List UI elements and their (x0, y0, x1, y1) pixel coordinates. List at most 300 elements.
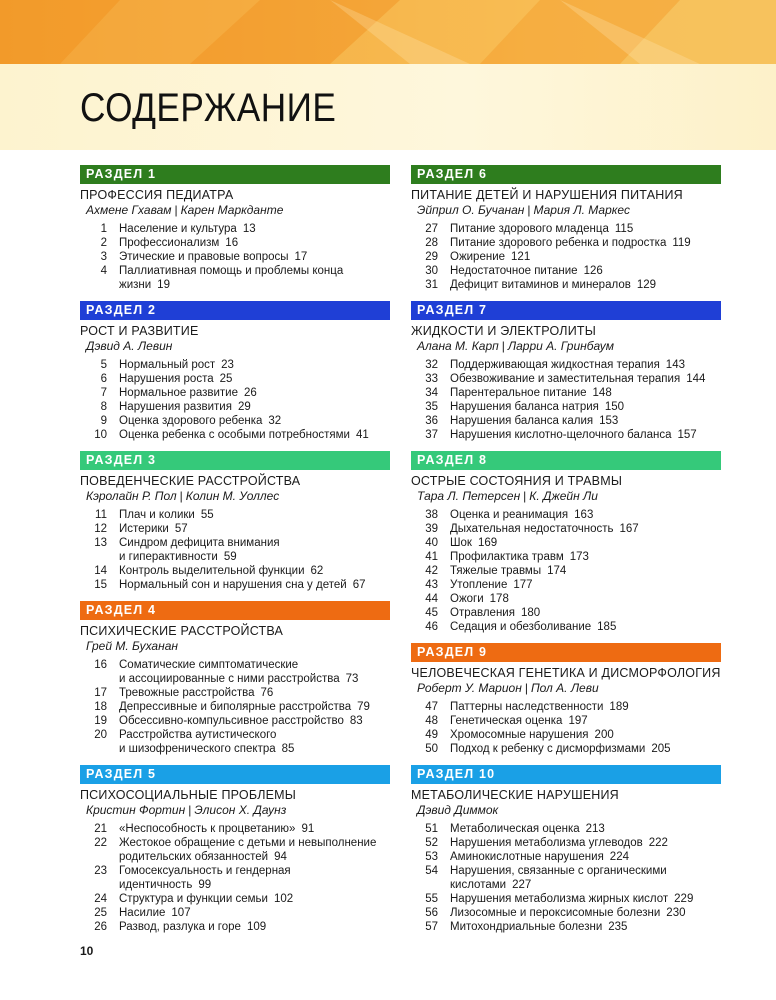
toc-section (411, 765, 721, 934)
chapter-title-line: Истерики (119, 523, 169, 535)
chapter-entry[interactable] (411, 372, 721, 386)
chapter-title (438, 278, 721, 292)
chapter-title (438, 386, 721, 400)
chapter-page: 185 (597, 621, 617, 633)
chapter-number: 56 (425, 907, 438, 919)
chapter-entry[interactable] (411, 414, 721, 428)
chapter-page: 94 (274, 851, 287, 863)
chapter-title (438, 508, 721, 522)
chapter-page: 102 (273, 893, 294, 905)
chapter-title (107, 400, 390, 414)
chapter-title-line: Нарушения роста (119, 373, 214, 385)
author-name: Эйприл О. Бучанан (417, 203, 525, 217)
section-authors (80, 203, 390, 217)
chapter-entry[interactable] (80, 906, 390, 920)
chapter-page: 57 (174, 523, 188, 535)
chapter-title-line: Шок (450, 537, 472, 549)
chapter-entry[interactable] (80, 358, 390, 372)
chapter-title (107, 822, 390, 836)
chapter-title-line: Дыхательная недостаточность (450, 523, 614, 535)
chapter-title-line: Нормальное развитие (119, 387, 238, 399)
section-label: РАЗДЕЛ 4 (80, 601, 390, 620)
chapter-page: 62 (310, 565, 324, 577)
section-title[interactable]: ПРОФЕССИЯ ПЕДИАТРА (80, 188, 234, 202)
chapter-number: 18 (94, 701, 107, 713)
chapter-number: 37 (425, 429, 438, 441)
chapter-title-line: Подход к ребенку с дисморфизмами (450, 743, 646, 755)
chapter-entry[interactable] (411, 920, 721, 934)
section-title[interactable]: ПСИХОСОЦИАЛЬНЫЕ ПРОБЛЕМЫ (80, 788, 297, 802)
chapter-title (438, 250, 721, 264)
chapter-number: 16 (94, 659, 107, 671)
section-label: РАЗДЕЛ 6 (411, 165, 721, 184)
chapter-number: 9 (100, 415, 107, 427)
chapter-entry[interactable] (80, 222, 390, 236)
chapter-page: 224 (609, 851, 629, 863)
chapter-page: 29 (237, 401, 251, 413)
chapter-title-line: Этические и правовые вопросы (119, 251, 289, 263)
chapter-title-line: Утопление (450, 579, 508, 591)
chapter-title (107, 386, 390, 400)
section-title[interactable]: ПОВЕДЕНЧЕСКИЕ РАССТРОЙСТВА (80, 474, 301, 488)
chapter-page: 174 (547, 565, 567, 577)
toc-section (411, 451, 721, 634)
chapter-title (438, 714, 721, 728)
chapter-number: 51 (425, 823, 438, 835)
chapter-page: 189 (609, 701, 629, 713)
chapter-page: 150 (604, 401, 625, 413)
author-name: Дэвид А. Левин (86, 339, 173, 353)
chapter-title (107, 264, 390, 292)
author-separator: | (501, 339, 505, 353)
chapter-title (438, 892, 721, 906)
section-authors (80, 339, 390, 353)
page-title: СОДЕРЖАНИЕ (80, 86, 337, 130)
chapter-number: 3 (100, 251, 107, 263)
chapter-entry[interactable] (80, 236, 390, 250)
chapter-title (438, 864, 721, 892)
section-title[interactable]: ЧЕЛОВЕЧЕСКАЯ ГЕНЕТИКА И ДИСМОРФОЛОГИЯ (411, 666, 721, 680)
chapter-page: 157 (677, 429, 697, 441)
chapter-page: 16 (225, 237, 239, 249)
chapter-entry[interactable] (411, 508, 721, 522)
chapter-entry[interactable] (80, 264, 390, 292)
chapter-entry[interactable] (80, 428, 390, 442)
chapter-title-line: Паттерны наследственности (450, 701, 604, 713)
chapter-title (438, 222, 721, 236)
chapter-title (438, 920, 721, 934)
chapter-title (438, 606, 721, 620)
toc-column-left (80, 165, 390, 943)
chapter-entry[interactable] (80, 714, 390, 728)
chapter-number: 15 (94, 579, 107, 591)
chapter-title-line: Профессионализм (119, 237, 220, 249)
section-title[interactable]: ОСТРЫЕ СОСТОЯНИЯ И ТРАВМЫ (411, 474, 623, 488)
chapter-page: 222 (648, 837, 668, 849)
chapter-number: 2 (100, 237, 107, 249)
chapter-number: 42 (425, 565, 438, 577)
chapter-title (438, 850, 721, 864)
chapter-entry[interactable] (411, 386, 721, 400)
section-label: РАЗДЕЛ 10 (411, 765, 721, 784)
chapter-title-line: Дефицит витаминов и минералов (450, 279, 631, 291)
chapter-page: 55 (200, 509, 214, 521)
section-authors (411, 803, 721, 817)
chapter-page: 167 (619, 523, 639, 535)
author-name: Дэвид Диммок (417, 803, 499, 817)
chapter-title (438, 522, 721, 536)
section-label: РАЗДЕЛ 3 (80, 451, 390, 470)
chapter-title (438, 372, 721, 386)
toc-column-right (411, 165, 721, 943)
author-separator: | (524, 681, 528, 695)
chapter-title-line: Парентеральное питание (450, 387, 587, 399)
author-name: Роберт У. Марион (417, 681, 522, 695)
author-separator: | (179, 489, 183, 503)
chapter-entry[interactable] (411, 850, 721, 864)
chapter-title (107, 864, 390, 892)
author-separator: | (527, 203, 531, 217)
chapter-page: 25 (219, 373, 233, 385)
chapter-title-line: Нарушения баланса натрия (450, 401, 599, 413)
toc-section (80, 601, 390, 756)
chapter-title-line: Нормальный сон и нарушения сна у детей (119, 579, 347, 591)
chapter-entry[interactable] (80, 920, 390, 934)
chapter-number: 55 (425, 893, 438, 905)
title-banner (0, 64, 776, 150)
chapter-entry[interactable] (411, 742, 721, 756)
chapter-title (107, 236, 390, 250)
chapter-title (438, 906, 721, 920)
chapter-page: 178 (489, 593, 509, 605)
chapter-title-line: Соматические симптоматические (119, 659, 299, 671)
chapter-page: 227 (512, 879, 532, 891)
author-name: Колин М. Уоллес (185, 489, 280, 503)
chapter-title (438, 742, 721, 756)
chapter-entry[interactable] (80, 564, 390, 578)
section-authors (411, 203, 721, 217)
chapter-title-line: Синдром дефицита внимания (119, 537, 280, 549)
chapter-number: 38 (425, 509, 438, 521)
chapter-number: 44 (425, 593, 438, 605)
chapter-title (438, 550, 721, 564)
chapter-title-line: Отравления (450, 607, 515, 619)
chapter-title-line: Метаболическая оценка (450, 823, 580, 835)
chapter-page: 180 (520, 607, 541, 619)
chapter-title-line: Развод, разлука и горе (119, 921, 241, 933)
chapter-number: 22 (94, 837, 107, 849)
chapter-entry[interactable] (411, 606, 721, 620)
section-title[interactable]: ПИТАНИЕ ДЕТЕЙ И НАРУШЕНИЯ ПИТАНИЯ (411, 188, 683, 202)
section-label: РАЗДЕЛ 8 (411, 451, 721, 470)
chapter-page: 13 (242, 223, 256, 235)
chapter-entry[interactable] (411, 728, 721, 742)
chapter-entry[interactable] (411, 822, 721, 836)
chapter-title (107, 700, 390, 714)
chapter-entry[interactable] (80, 864, 390, 892)
chapter-page: 85 (281, 743, 295, 755)
chapter-entry[interactable] (411, 522, 721, 536)
chapter-page: 169 (477, 537, 498, 549)
author-name: Ларри А. Гринбаум (507, 339, 615, 353)
chapter-number: 19 (94, 715, 107, 727)
chapter-entry[interactable] (411, 714, 721, 728)
chapter-title (107, 836, 390, 864)
chapter-page: 99 (198, 879, 212, 891)
chapter-page: 126 (583, 265, 603, 277)
chapter-title (438, 264, 721, 278)
chapter-title-line: Население и культура (119, 223, 237, 235)
chapter-number: 5 (100, 359, 107, 371)
chapter-title-line: Жестокое обращение с детьми и невыполнение (119, 837, 377, 849)
chapter-number: 13 (94, 537, 107, 549)
chapter-entry[interactable] (411, 620, 721, 634)
chapter-entry[interactable] (80, 400, 390, 414)
chapter-page: 109 (246, 921, 267, 933)
chapter-title-line: Обезвоживание и заместительная терапия (450, 373, 681, 385)
chapter-page: 83 (349, 715, 363, 727)
chapter-entry[interactable] (80, 522, 390, 536)
chapter-entry[interactable] (411, 264, 721, 278)
chapter-title (438, 728, 721, 742)
chapter-number: 1 (100, 223, 107, 235)
chapter-title-line: Хромосомные нарушения (450, 729, 589, 741)
author-name: К. Джейн Ли (529, 489, 598, 503)
chapter-page: 173 (569, 551, 589, 563)
chapter-entry[interactable] (411, 578, 721, 592)
chapter-entry[interactable] (411, 358, 721, 372)
chapter-title (107, 906, 390, 920)
chapter-entry[interactable] (411, 906, 721, 920)
chapter-page: 121 (511, 251, 531, 263)
chapter-title (438, 836, 721, 850)
author-separator: | (523, 489, 527, 503)
chapter-title-line: Нарушения метаболизма жирных кислот (450, 893, 669, 905)
chapter-number: 39 (425, 523, 438, 535)
chapter-entry[interactable] (411, 836, 721, 850)
chapter-title-line: Профилактика травм (450, 551, 564, 563)
chapter-title-line: родительских обязанностей (119, 851, 269, 863)
chapter-number: 32 (425, 359, 438, 371)
chapter-title (438, 400, 721, 414)
section-label: РАЗДЕЛ 2 (80, 301, 390, 320)
chapter-title (438, 592, 721, 606)
chapter-title-line: Расстройства аутистического (119, 729, 277, 741)
chapter-title-line: Нормальный рост (119, 359, 216, 371)
chapter-entry[interactable] (411, 700, 721, 714)
chapter-title (107, 892, 390, 906)
chapter-number: 40 (425, 537, 438, 549)
chapter-entry[interactable] (411, 250, 721, 264)
author-name: Карен Маркданте (180, 203, 284, 217)
chapter-entry[interactable] (80, 836, 390, 864)
section-title[interactable]: ЖИДКОСТИ И ЭЛЕКТРОЛИТЫ (411, 324, 596, 338)
chapter-title-line: Седация и обезболивание (450, 621, 592, 633)
section-label: РАЗДЕЛ 7 (411, 301, 721, 320)
chapter-title-line: Генетическая оценка (450, 715, 563, 727)
chapter-entry[interactable] (411, 592, 721, 606)
chapter-title-line: Депрессивные и биполярные расстройства (119, 701, 352, 713)
chapter-entry[interactable] (80, 386, 390, 400)
chapter-page: 205 (651, 743, 671, 755)
chapter-entry[interactable] (411, 278, 721, 292)
chapter-title-line: кислотами (450, 879, 507, 891)
chapter-page: 230 (666, 907, 686, 919)
chapter-entry[interactable] (411, 564, 721, 578)
chapter-page: 59 (223, 551, 237, 563)
chapter-title (107, 658, 390, 686)
author-name: Грей М. Буханан (86, 639, 178, 653)
chapter-entry[interactable] (80, 372, 390, 386)
decorative-banner (0, 0, 776, 64)
section-label: РАЗДЕЛ 5 (80, 765, 390, 784)
chapter-entry[interactable] (411, 428, 721, 442)
chapter-title (107, 728, 390, 756)
chapter-title-line: Контроль выделительной функции (119, 565, 305, 577)
chapter-title (438, 236, 721, 250)
section-authors (411, 339, 721, 353)
chapter-number: 35 (425, 401, 438, 413)
section-label: РАЗДЕЛ 1 (80, 165, 390, 184)
section-authors (411, 489, 721, 503)
chapter-title-line: Поддерживающая жидкостная терапия (450, 359, 660, 371)
chapter-title (438, 620, 721, 634)
chapter-title-line: Структура и функции семьи (119, 893, 268, 905)
chapter-title (438, 564, 721, 578)
chapter-title-line: Плач и колики (119, 509, 195, 521)
chapter-title (107, 714, 390, 728)
chapter-title (438, 428, 721, 442)
chapter-page: 76 (260, 687, 274, 699)
section-title[interactable]: РОСТ И РАЗВИТИЕ (80, 324, 199, 338)
chapter-number: 25 (94, 907, 107, 919)
chapter-page: 17 (294, 251, 308, 263)
chapter-title (107, 564, 390, 578)
chapter-title-line: Лизосомные и пероксисомные болезни (450, 907, 661, 919)
chapter-page: 119 (672, 237, 691, 249)
chapter-entry[interactable] (80, 700, 390, 714)
chapter-page: 200 (594, 729, 614, 741)
section-authors (80, 639, 390, 653)
toc-section (80, 301, 390, 442)
chapter-number: 41 (425, 551, 438, 563)
chapter-entry[interactable] (411, 400, 721, 414)
chapter-title (438, 536, 721, 550)
chapter-page: 23 (221, 359, 234, 371)
chapter-title-line: «Неспособность к процветанию» (119, 823, 296, 835)
chapter-page: 177 (513, 579, 533, 591)
chapter-title-line: Питание здорового ребенка и подростка (450, 237, 667, 249)
chapter-title-line: Нарушения метаболизма углеводов (450, 837, 643, 849)
chapter-title-line: Ожирение (450, 251, 506, 263)
chapter-number: 20 (94, 729, 107, 741)
author-separator: | (188, 803, 192, 817)
chapter-title (107, 578, 390, 592)
chapter-number: 26 (94, 921, 107, 933)
chapter-title (107, 522, 390, 536)
chapter-page: 143 (665, 359, 685, 371)
chapter-number: 12 (94, 523, 107, 535)
chapter-page: 26 (244, 387, 257, 399)
chapter-number: 28 (425, 237, 438, 249)
chapter-title-line: Паллиативная помощь и проблемы конца (119, 265, 344, 277)
section-title[interactable]: ПСИХИЧЕСКИЕ РАССТРОЙСТВА (80, 624, 284, 638)
chapter-number: 33 (425, 373, 438, 385)
chapter-number: 57 (425, 921, 438, 933)
chapter-entry[interactable] (80, 728, 390, 756)
chapter-entry[interactable] (411, 222, 721, 236)
chapter-title-line: Аминокислотные нарушения (450, 851, 604, 863)
chapter-title-line: Насилие (119, 907, 166, 919)
section-authors (411, 681, 721, 695)
chapter-number: 21 (94, 823, 107, 835)
chapter-entry[interactable] (411, 892, 721, 906)
chapter-number: 7 (100, 387, 107, 399)
toc-section (411, 643, 721, 756)
chapter-entry[interactable] (411, 236, 721, 250)
chapter-entry[interactable] (80, 250, 390, 264)
chapter-title-line: Тревожные расстройства (119, 687, 255, 699)
chapter-number: 23 (94, 865, 107, 877)
chapter-entry[interactable] (80, 686, 390, 700)
chapter-number: 49 (425, 729, 438, 741)
chapter-entry[interactable] (411, 536, 721, 550)
chapter-title (107, 358, 390, 372)
chapter-page: 107 (171, 907, 191, 919)
chapter-title-line: и ассоциированные с ними расстройства (119, 673, 340, 685)
chapter-page: 129 (636, 279, 657, 291)
chapter-page: 32 (268, 415, 282, 427)
chapter-entry[interactable] (80, 578, 390, 592)
chapter-entry[interactable] (411, 550, 721, 564)
chapter-entry[interactable] (411, 864, 721, 892)
chapter-title-line: Ожоги (450, 593, 484, 605)
chapter-entry[interactable] (80, 414, 390, 428)
chapter-title-line: Нарушения баланса калия (450, 415, 594, 427)
chapter-number: 17 (94, 687, 107, 699)
chapter-number: 45 (425, 607, 438, 619)
chapter-page: 235 (608, 921, 628, 933)
chapter-page: 79 (357, 701, 370, 713)
chapter-title (438, 578, 721, 592)
chapter-title (107, 920, 390, 934)
section-title[interactable]: МЕТАБОЛИЧЕСКИЕ НАРУШЕНИЯ (411, 788, 619, 802)
chapter-number: 36 (425, 415, 438, 427)
chapter-number: 54 (425, 865, 438, 877)
chapter-entry[interactable] (80, 892, 390, 906)
section-authors (80, 803, 390, 817)
chapter-entry[interactable] (80, 536, 390, 564)
chapter-page: 163 (574, 509, 594, 521)
chapter-number: 48 (425, 715, 438, 727)
chapter-title-line: Обсессивно-компульсивное расстройство (119, 715, 344, 727)
chapter-number: 29 (425, 251, 438, 263)
chapter-entry[interactable] (80, 508, 390, 522)
chapter-title-line: жизни (119, 279, 152, 291)
author-name: Кристин Фортин (86, 803, 186, 817)
chapter-page: 229 (674, 893, 694, 905)
chapter-number: 24 (94, 893, 107, 905)
chapter-title (107, 686, 390, 700)
author-name: Ахмене Гхавам (86, 203, 172, 217)
chapter-title-line: Питание здорового младенца (450, 223, 609, 235)
chapter-entry[interactable] (80, 822, 390, 836)
chapter-title-line: и шизофренического спектра (119, 743, 276, 755)
chapter-number: 46 (425, 621, 438, 633)
chapter-page: 115 (614, 223, 634, 235)
chapter-entry[interactable] (80, 658, 390, 686)
chapter-title-line: Недостаточное питание (450, 265, 578, 277)
